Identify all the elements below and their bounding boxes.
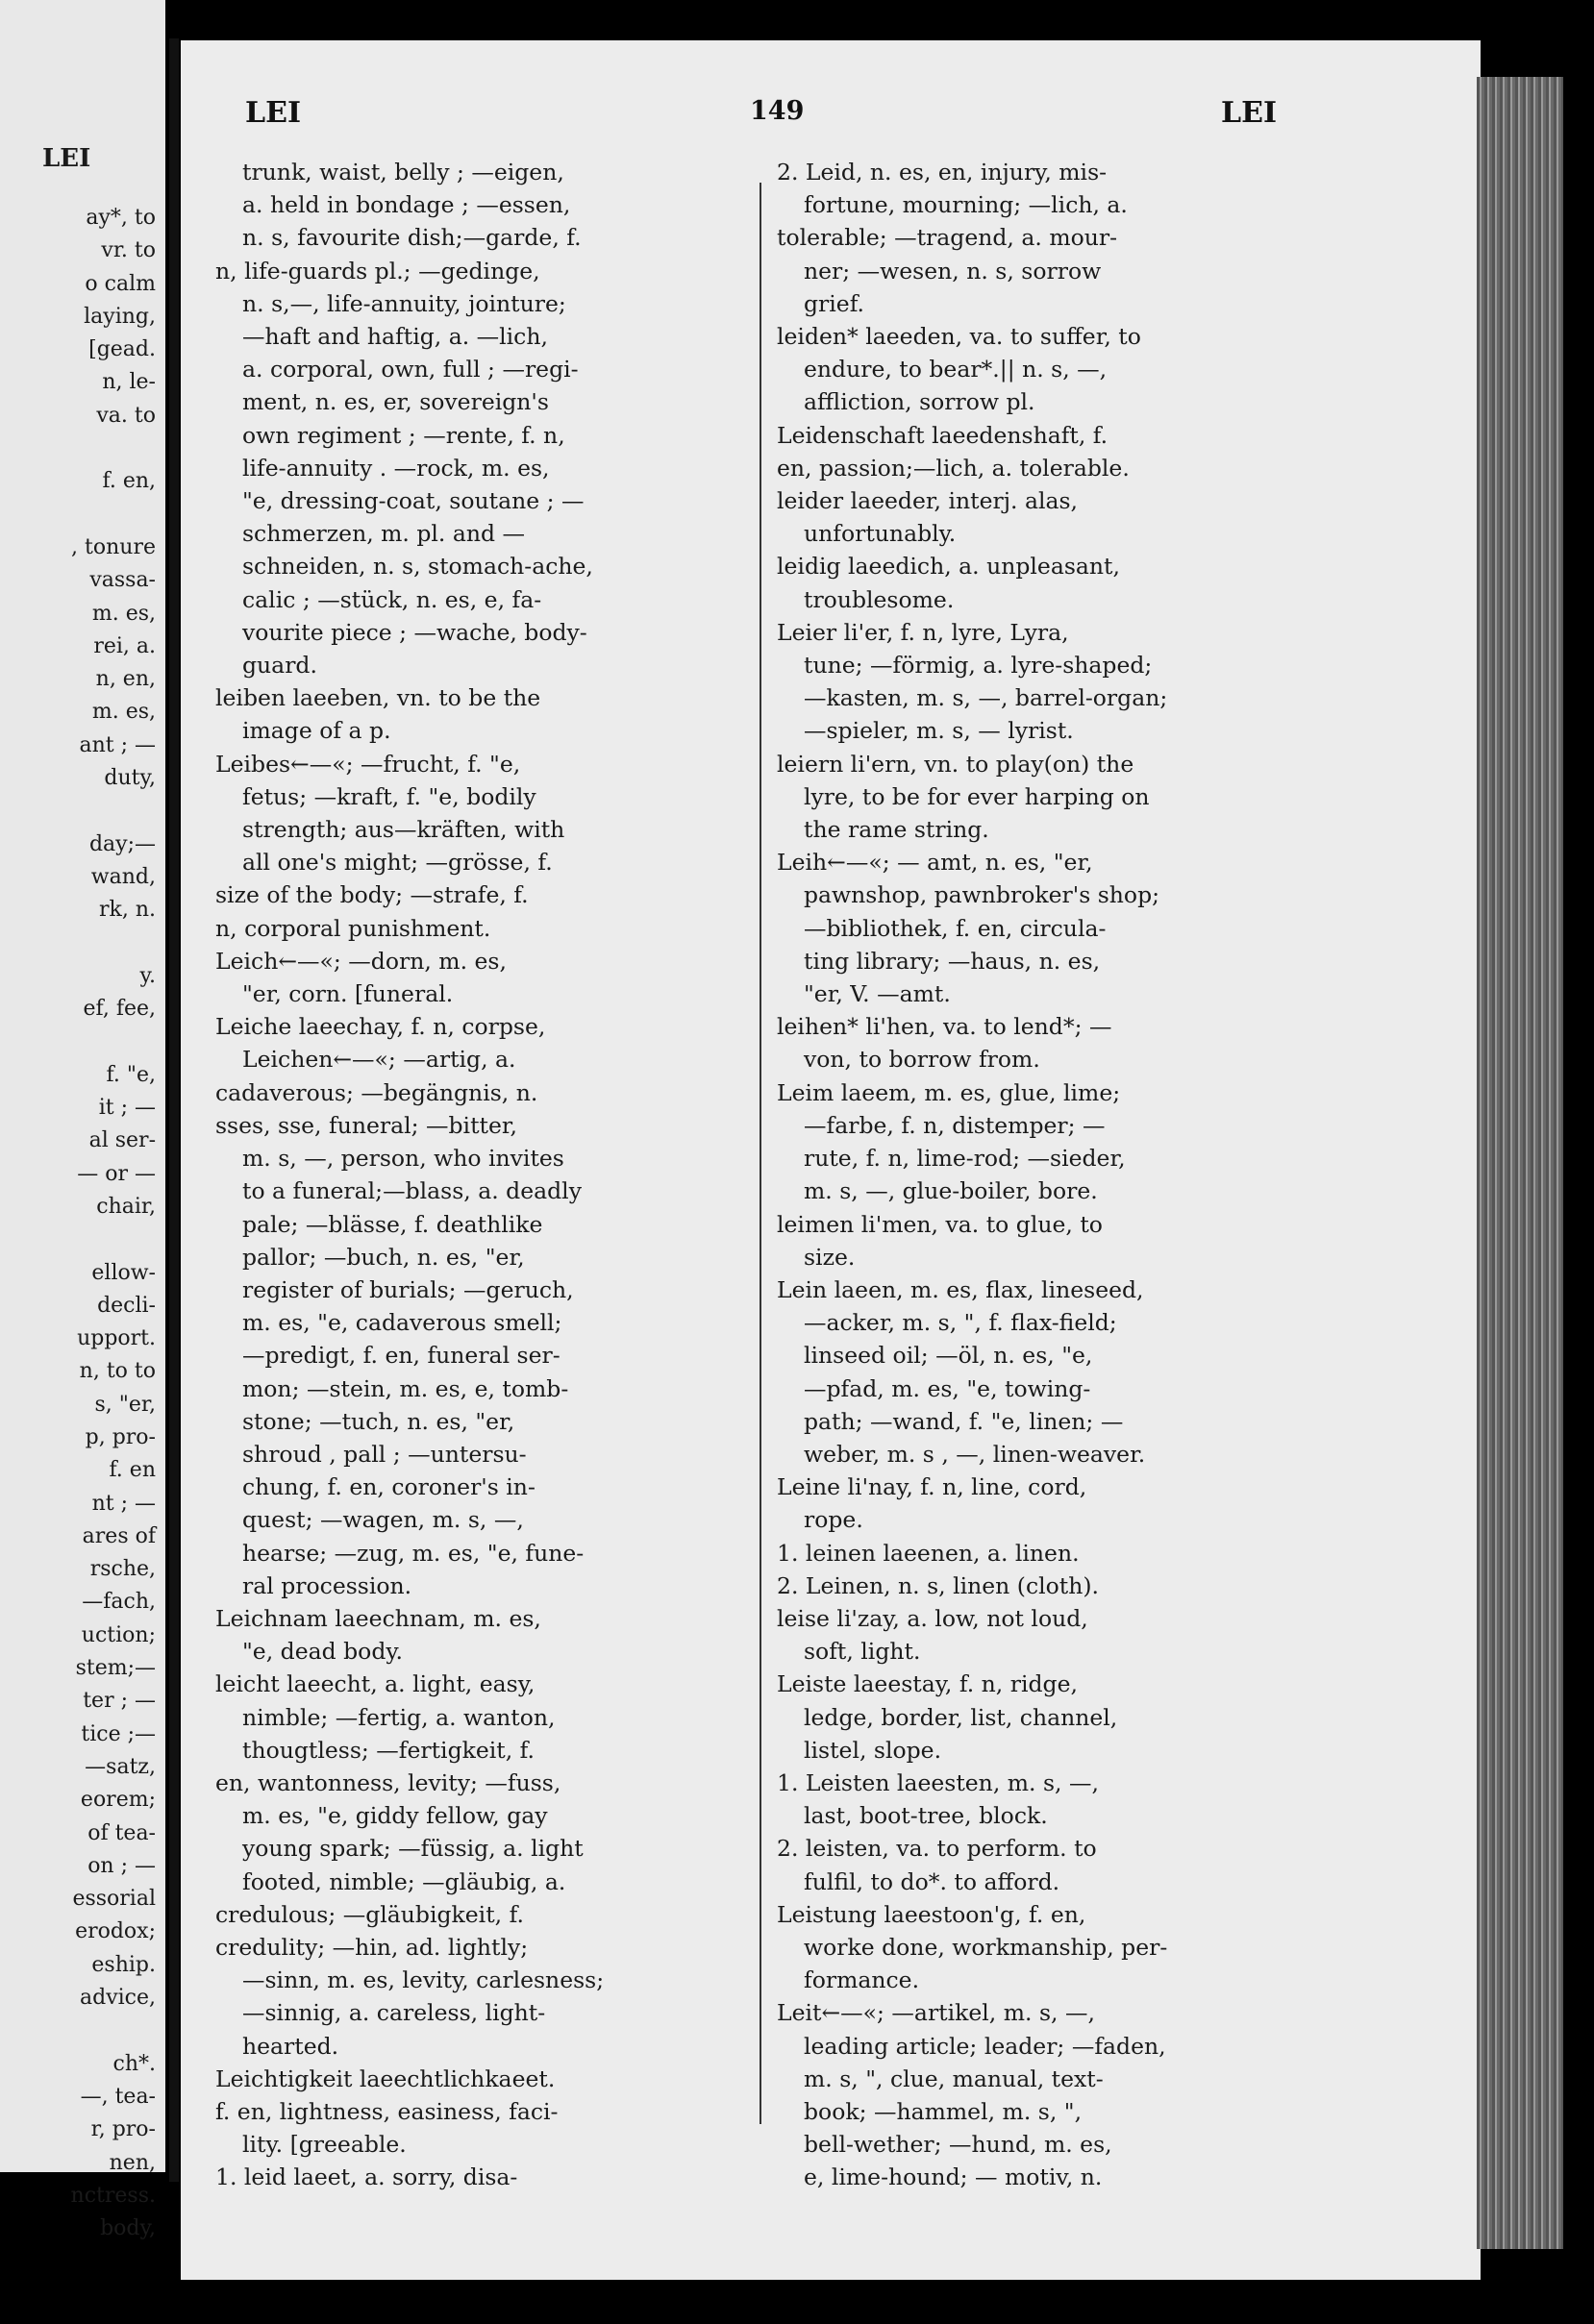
dictionary-line: fortune, mourning; —lich, a. [804,191,1128,219]
dictionary-line: rute, f. n, lime-rod; —sieder, [804,1145,1126,1173]
facing-page-line [0,433,162,465]
dictionary-line: 2. Leid, n. es, en, injury, mis- [777,159,1108,185]
dictionary-line: cadaverous; —begängnis, n. [215,1078,538,1106]
facing-page-line: eship. [91,1952,156,1977]
dictionary-line: pallor; —buch, n. es, "er, [242,1243,525,1271]
dictionary-line: lity. [greeable. [242,2131,407,2159]
dictionary-line: guard. [242,652,317,680]
dictionary-line: grief. [804,289,865,317]
dictionary-line: leider laeeder, interj. alas, [777,487,1079,515]
facing-page-line: m. es, [91,700,156,725]
dictionary-line: own regiment ; —rente, f. n, [242,421,565,449]
dictionary-line: shroud , pall ; —untersu- [242,1440,527,1468]
facing-page-line: —, tea- [80,2084,156,2109]
facing-page-line: p, pro- [85,1424,156,1449]
facing-page-line: ef, fee, [83,997,156,1022]
dictionary-line: strength; aus—kräften, with [242,816,565,844]
dictionary-line: hearted. [242,2032,339,2060]
facing-page-line: s, "er, [94,1392,156,1417]
facing-page-line: nen, [109,2150,156,2175]
dictionary-line: m. es, "e, cadaverous smell; [242,1309,562,1337]
dictionary-line: nimble; —fertig, a. wanton, [242,1703,556,1731]
facing-page-line: — or — [77,1161,156,1186]
facing-page-line: uction; [81,1622,156,1647]
dictionary-line: 1. Leisten laeesten, m. s, —, [777,1768,1099,1796]
dictionary-line: thougtless; —fertigkeit, f. [242,1736,535,1764]
facing-page-line: n, le- [102,370,156,395]
dictionary-line: ting library; —haus, n. es, [804,947,1101,975]
dictionary-line: fetus; —kraft, f. "e, bodily [242,782,536,810]
dictionary-line: f. en, lightness, easiness, faci- [215,2097,559,2125]
dictionary-line: the rame string. [804,816,989,844]
dictionary-line: m. s, —, glue-boiler, bore. [804,1177,1098,1205]
facing-page-line: f. "e, [106,1062,156,1087]
facing-page-line [0,927,162,960]
dictionary-line: credulity; —hin, ad. lightly; [215,1933,529,1961]
running-head-left: LEI [245,96,301,130]
facing-page-line: n, en, [95,667,156,692]
dictionary-line: soft, light. [804,1638,921,1666]
facing-page-line: , tonure [71,534,156,559]
facing-page-line: r, pro- [90,2117,156,2142]
dictionary-line: rope. [804,1506,863,1534]
dictionary-line: "er, corn. [funeral. [242,980,454,1008]
dictionary-line: —haft and haftig, a. —lich, [242,323,548,351]
facing-page-line [0,499,162,532]
facing-page-line: nctress. [70,2183,156,2208]
dictionary-line: fulfil, to do*. to afford. [804,1867,1060,1895]
dictionary-line: Leichnam laeechnam, m. es, [215,1604,541,1632]
dictionary-line: weber, m. s , —, linen-weaver. [804,1440,1146,1468]
dictionary-line: Leih←—«; — amt, n. es, "er, [777,849,1093,877]
page-edges [1477,77,1563,2249]
facing-page-line: body, [100,2216,156,2241]
dictionary-line: m. s, —, person, who invites [242,1145,564,1173]
dictionary-line: 1. leinen laeenen, a. linen. [777,1539,1080,1567]
facing-page-line [0,1026,162,1058]
dictionary-line: worke done, workmanship, per- [804,1933,1168,1961]
facing-page-line: stem;— [75,1656,156,1681]
dictionary-line: e, lime-hound; — motiv, n. [804,2163,1103,2191]
facing-page-line: ay*, to [86,206,156,230]
dictionary-line: leading article; leader; —faden, [804,2032,1166,2060]
dictionary-line: tolerable; —tragend, a. mour- [777,224,1118,252]
dictionary-line: —spieler, m. s, — lyrist. [804,717,1074,745]
dictionary-line: sses, sse, funeral; —bitter, [215,1111,517,1139]
column-divider [760,183,761,2124]
dictionary-line: lyre, to be for ever harping on [804,782,1150,810]
dictionary-line: hearse; —zug, m. es, "e, fune- [242,1539,585,1567]
dictionary-line: Leiste laeestay, f. n, ridge, [777,1670,1078,1698]
dictionary-line: Leiche laeechay, f. n, corpse, [215,1013,546,1041]
dictionary-line: life-annuity . —rock, m. es, [242,454,550,482]
dictionary-line: size. [804,1243,856,1271]
dictionary-line: Leistung laeestoon'g, f. en, [777,1900,1086,1928]
dictionary-line: pale; —blässe, f. deathlike [242,1210,543,1238]
facing-page-line: nt ; — [91,1491,156,1516]
dictionary-line: en, wantonness, levity; —fuss, [215,1768,561,1796]
dictionary-line: last, boot-tree, block. [804,1802,1048,1830]
dictionary-line: leiden* laeeden, va. to suffer, to [777,323,1141,351]
dictionary-line: leiern li'ern, vn. to play(on) the [777,750,1134,778]
dictionary-line: quest; —wagen, m. s, —, [242,1506,524,1534]
dictionary-line: Leichen←—«; —artig, a. [242,1046,516,1074]
facing-page-line: o calm [85,271,156,296]
dictionary-line: leiben laeeben, vn. to be the [215,684,541,712]
dictionary-line: to a funeral;—blass, a. deadly [242,1177,582,1205]
dictionary-line: "e, dead body. [242,1638,403,1666]
facing-page-line: it ; — [98,1096,156,1121]
dictionary-line: leicht laeecht, a. light, easy, [215,1670,535,1698]
facing-page-line: [gead. [88,337,156,362]
dictionary-line: book; —hammel, m. s, ", [804,2097,1083,2125]
facing-page-line: va. to [96,403,156,428]
dictionary-line: —pfad, m. es, "e, towing- [804,1374,1091,1402]
dictionary-line: n. s,—, life-annuity, jointure; [242,289,566,317]
facing-page-line [0,795,162,828]
dictionary-line: Leibes←—«; —frucht, f. "e, [215,750,521,778]
facing-page-line: duty, [104,766,156,791]
facing-page-line: al ser- [88,1128,156,1153]
dictionary-line: affliction, sorrow pl. [804,388,1035,416]
dictionary-line: endure, to bear*.|| n. s, —, [804,356,1108,383]
facing-page-text [0,202,162,2245]
running-head-right: LEI [1221,96,1277,130]
facing-page-line: day;— [88,831,156,856]
dictionary-line: path; —wand, f. "e, linen; — [804,1407,1124,1435]
facing-page-line: ellow- [91,1260,156,1285]
dictionary-line: n. s, favourite dish;—garde, f. [242,224,582,252]
dictionary-line: credulous; —gläubigkeit, f. [215,1900,524,1928]
dictionary-line: 2. leisten, va. to perform. to [777,1835,1097,1863]
facing-page-line: ares of [82,1523,156,1548]
dictionary-line: Lein laeen, m. es, flax, lineseed, [777,1275,1144,1303]
facing-page-line: essorial [72,1887,156,1912]
dictionary-line: ner; —wesen, n. s, sorrow [804,257,1102,284]
facing-page-line: n, to to [79,1359,156,1384]
dictionary-line: stone; —tuch, n. es, "er, [242,1407,515,1435]
dictionary-line: size of the body; —strafe, f. [215,881,529,909]
dictionary-line: all one's might; —grösse, f. [242,849,553,877]
facing-page-line: m. es, [91,601,156,626]
dictionary-line: trunk, waist, belly ; —eigen, [242,159,564,185]
facing-page-line: —fach, [82,1590,156,1615]
dictionary-line: leimen li'men, va. to glue, to [777,1210,1103,1238]
facing-page-line: advice, [80,1986,156,2011]
dictionary-line: n, corporal punishment. [215,914,491,942]
dictionary-line: ment, n. es, er, sovereign's [242,388,549,416]
dictionary-line: Leier li'er, f. n, lyre, Lyra, [777,618,1069,646]
dictionary-line: —kasten, m. s, —, barrel-organ; [804,684,1168,712]
dictionary-line: —sinn, m. es, levity, carlesness; [242,1966,605,1994]
dictionary-line: linseed oil; —öl, n. es, "e, [804,1342,1093,1370]
facing-page-running-head: LEI [42,144,91,173]
dictionary-line: mon; —stein, m. es, e, tomb- [242,1374,569,1402]
facing-page-line: wand, [90,864,156,889]
dictionary-line: m. s, ", clue, manual, text- [804,2064,1104,2092]
dictionary-line: footed, nimble; —gläubig, a. [242,1867,566,1895]
dictionary-line: leidig laeedich, a. unpleasant, [777,553,1120,581]
facing-page-line: rei, a. [93,633,156,658]
dictionary-line: —farbe, f. n, distemper; — [804,1111,1106,1139]
dictionary-line: Leich←—«; —dorn, m. es, [215,947,507,975]
facing-page-line: —satz, [85,1754,156,1779]
dictionary-line: a. held in bondage ; —essen, [242,191,571,219]
facing-page-line: vassa- [89,568,156,593]
dictionary-line: —acker, m. s, ", f. flax-field; [804,1309,1117,1337]
facing-page-line: vr. to [101,238,156,263]
dictionary-line: Leim laeem, m. es, glue, lime; [777,1078,1121,1106]
dictionary-line: vourite piece ; —wache, body- [242,618,587,646]
facing-page-line: of tea- [87,1820,156,1845]
dictionary-line: Leichtigkeit laeechtlichkaeet. [215,2064,556,2092]
facing-page-line: chair, [96,1194,156,1219]
facing-page-line [0,2015,162,2047]
dictionary-line: unfortunably. [804,520,957,548]
facing-page-line: laying, [84,304,156,329]
dictionary-line: Leine li'nay, f. n, line, cord, [777,1473,1087,1501]
facing-page [0,0,165,2241]
facing-page-line: f. en, [102,469,156,494]
dictionary-line: ral procession. [242,1571,412,1599]
facing-page-line: upport. [77,1326,156,1351]
dictionary-line: en, passion;—lich, a. tolerable. [777,454,1130,482]
facing-page-line: ter ; — [83,1689,156,1714]
dictionary-line: register of burials; —geruch, [242,1275,574,1303]
dictionary-line: 2. Leinen, n. s, linen (cloth). [777,1571,1100,1599]
dictionary-line: —bibliothek, f. en, circula- [804,914,1107,942]
facing-page-line: rk, n. [99,898,156,923]
dictionary-line: bell-wether; —hund, m. es, [804,2131,1112,2159]
dictionary-line: 1. leid laeet, a. sorry, disa- [215,2163,518,2191]
dictionary-line: ledge, border, list, channel, [804,1703,1118,1731]
facing-page-line: rsche, [89,1557,156,1582]
book-spine [169,38,179,2182]
column-left [215,156,735,2194]
page-number: 149 [750,96,805,126]
dictionary-line: formance. [804,1966,920,1994]
dictionary-line: chung, f. en, coroner's in- [242,1473,535,1501]
dictionary-line: image of a p. [242,717,391,745]
dictionary-line: n, life-guards pl.; —gedinge, [215,257,540,284]
facing-page-line: decli- [97,1293,156,1318]
column-right [777,156,1296,2194]
dictionary-line: a. corporal, own, full ; —regi- [242,356,579,383]
facing-page-line: ch*. [112,2051,156,2076]
dictionary-line: pawnshop, pawnbroker's shop; [804,881,1160,909]
facing-page-line: ant ; — [79,732,156,757]
dictionary-line: leihen* li'hen, va. to lend*; — [777,1013,1112,1041]
dictionary-line: "er, V. —amt. [804,980,951,1008]
dictionary-line: leise li'zay, a. low, not loud, [777,1604,1088,1632]
facing-page-line: y. [139,963,156,988]
facing-page-line: f. en [109,1458,156,1483]
dictionary-line: von, to borrow from. [804,1046,1040,1074]
dictionary-line: young spark; —füssig, a. light [242,1835,584,1863]
dictionary-line: calic ; —stück, n. es, e, fa- [242,585,542,613]
dictionary-line: m. es, "e, giddy fellow, gay [242,1802,548,1830]
dictionary-line: troublesome. [804,585,955,613]
dictionary-line: —predigt, f. en, funeral ser- [242,1342,560,1370]
facing-page-line: eorem; [80,1788,156,1813]
dictionary-line: Leidenschaft laeedenshaft, f. [777,421,1108,449]
dictionary-line: "e, dressing-coat, soutane ; — [242,487,585,515]
dictionary-line: tune; —förmig, a. lyre-shaped; [804,652,1153,680]
dictionary-line: schmerzen, m. pl. and — [242,520,526,548]
facing-page-line: tice ;— [81,1721,156,1746]
dictionary-line: —sinnig, a. careless, light- [242,1999,546,2027]
facing-page-line: on ; — [87,1853,156,1878]
facing-page-line [0,1224,162,1256]
facing-page-line: erodox; [75,1919,156,1944]
dictionary-line: Leit←—«; —artikel, m. s, —, [777,1999,1095,2027]
dictionary-line: listel, slope. [804,1736,942,1764]
dictionary-line: schneiden, n. s, stomach-ache, [242,553,593,581]
